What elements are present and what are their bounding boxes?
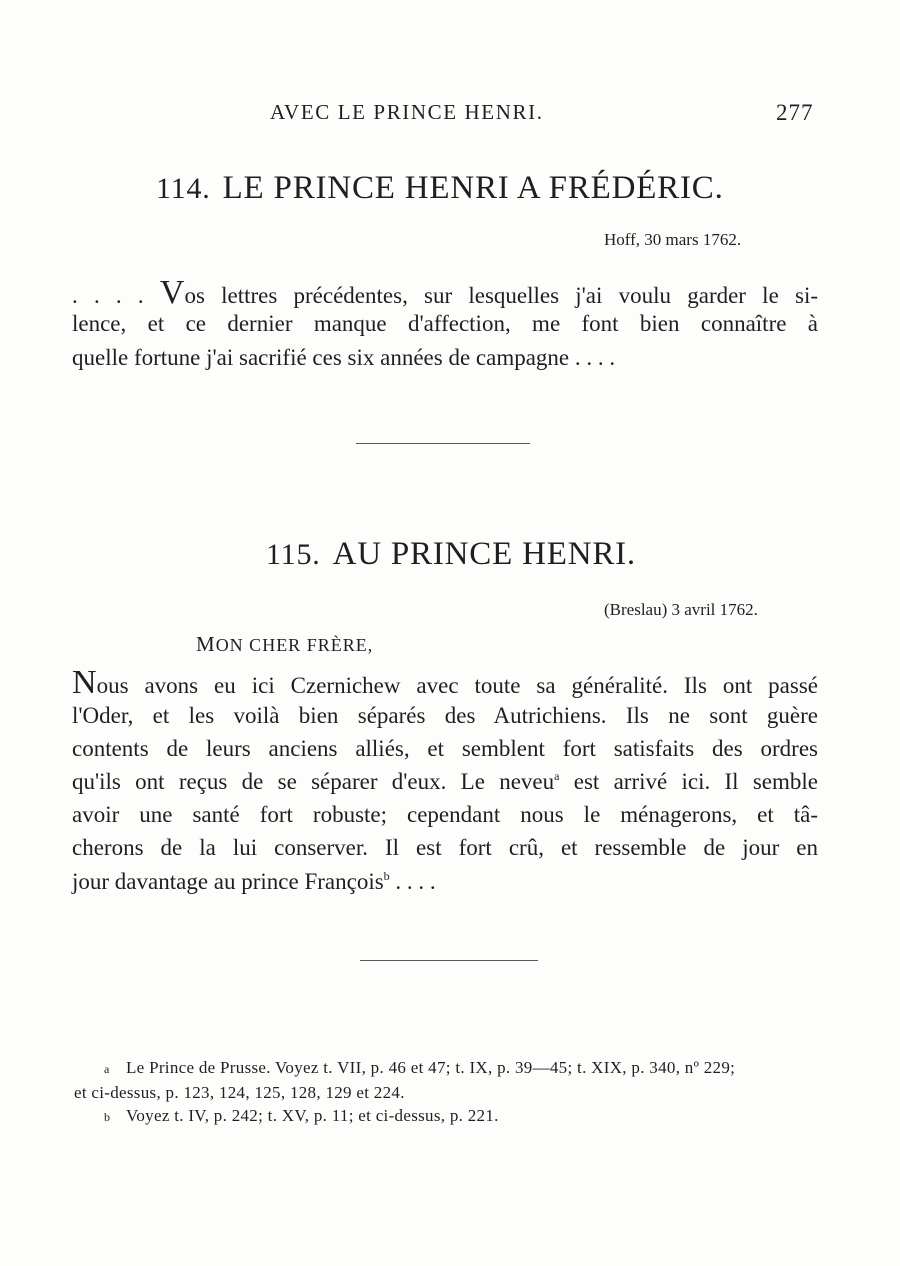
letter-115-line-7 [72, 870, 818, 893]
letter-114-dateline: Hoff, 30 mars 1762. [604, 230, 742, 249]
letter-114-title [156, 170, 724, 207]
footnote-ref-a[interactable]: a [554, 769, 560, 783]
footnote-text: Le Prince de Prusse. Voyez t. VII, p. 46 et 47; t. IX, p. 39—45; t. XIX, p. 340, nº 229; [126, 1058, 736, 1077]
salutation [196, 632, 373, 657]
footnote-ref-b[interactable]: b [383, 869, 390, 883]
letter-number: 115. [266, 538, 321, 571]
letter-115-dateline: (Breslau) 3 avril 1762. [604, 600, 758, 619]
section-divider [360, 960, 538, 961]
section-divider [356, 443, 530, 444]
letter-115-line-5: avoir une santé fort robuste; cependant nous le ménagerons, et tâ- [72, 802, 818, 827]
footnote-mark: b [104, 1110, 111, 1124]
line-text: ous avons eu ici Czernichew avec toute sa généralité. Ils ont passé [96, 673, 818, 698]
line-text: . . . . [389, 869, 436, 894]
line-text: jour davantage au prince François [72, 869, 384, 894]
page-number: 277 [776, 100, 814, 125]
line-text: os lettres précédentes, sur lesquelles j'ai voulu garder le si- [184, 283, 818, 308]
letter-115-line-4 [72, 770, 818, 793]
line-text: qu'ils ont reçus de se séparer d'eux. Le neveu [72, 769, 555, 794]
salutation-text: ON CHER FRÈRE, [215, 635, 374, 655]
letter-115-line-2: l'Oder, et les voilà bien séparés des Autrichiens. Ils ne sont guère [72, 703, 818, 728]
footnote-mark: a [104, 1062, 110, 1076]
footnote-a-continued: et ci-dessus, p. 123, 124, 125, 128, 129 et 224. [74, 1083, 405, 1102]
letter-114-line-2: lence, et ce dernier manque d'affection, me font bien connaître à [72, 311, 818, 336]
running-head: AVEC LE PRINCE HENRI. [270, 100, 544, 124]
letter-115-line-3: contents de leurs anciens alliés, et semblent fort satisfaits des ordres [72, 736, 818, 761]
salutation-initial: M [196, 632, 216, 656]
ellipsis: . . . . [72, 283, 160, 308]
letter-115-line-6: cherons de la lui conserver. Il est fort crû, et ressemble de jour en [72, 835, 818, 860]
footnote-a [104, 1058, 735, 1078]
letter-heading: LE PRINCE HENRI A FRÉDÉRIC. [222, 170, 724, 206]
initial-letter: N [72, 664, 97, 701]
letter-heading: AU PRINCE HENRI. [332, 536, 636, 572]
footnote-text: Voyez t. IV, p. 242; t. XV, p. 11; et ci-dessus, p. 221. [126, 1106, 499, 1125]
footnote-b [104, 1106, 499, 1126]
letter-114-line-3: quelle fortune j'ai sacrifié ces six années de campagne . . . . [72, 345, 616, 370]
letter-115-line-1 [72, 666, 818, 700]
initial-letter: V [159, 274, 185, 311]
letter-114-line-1 [72, 276, 818, 310]
line-text: est arrivé ici. Il semble [559, 769, 818, 794]
letter-number: 114. [156, 172, 211, 205]
letter-115-title [266, 536, 636, 573]
